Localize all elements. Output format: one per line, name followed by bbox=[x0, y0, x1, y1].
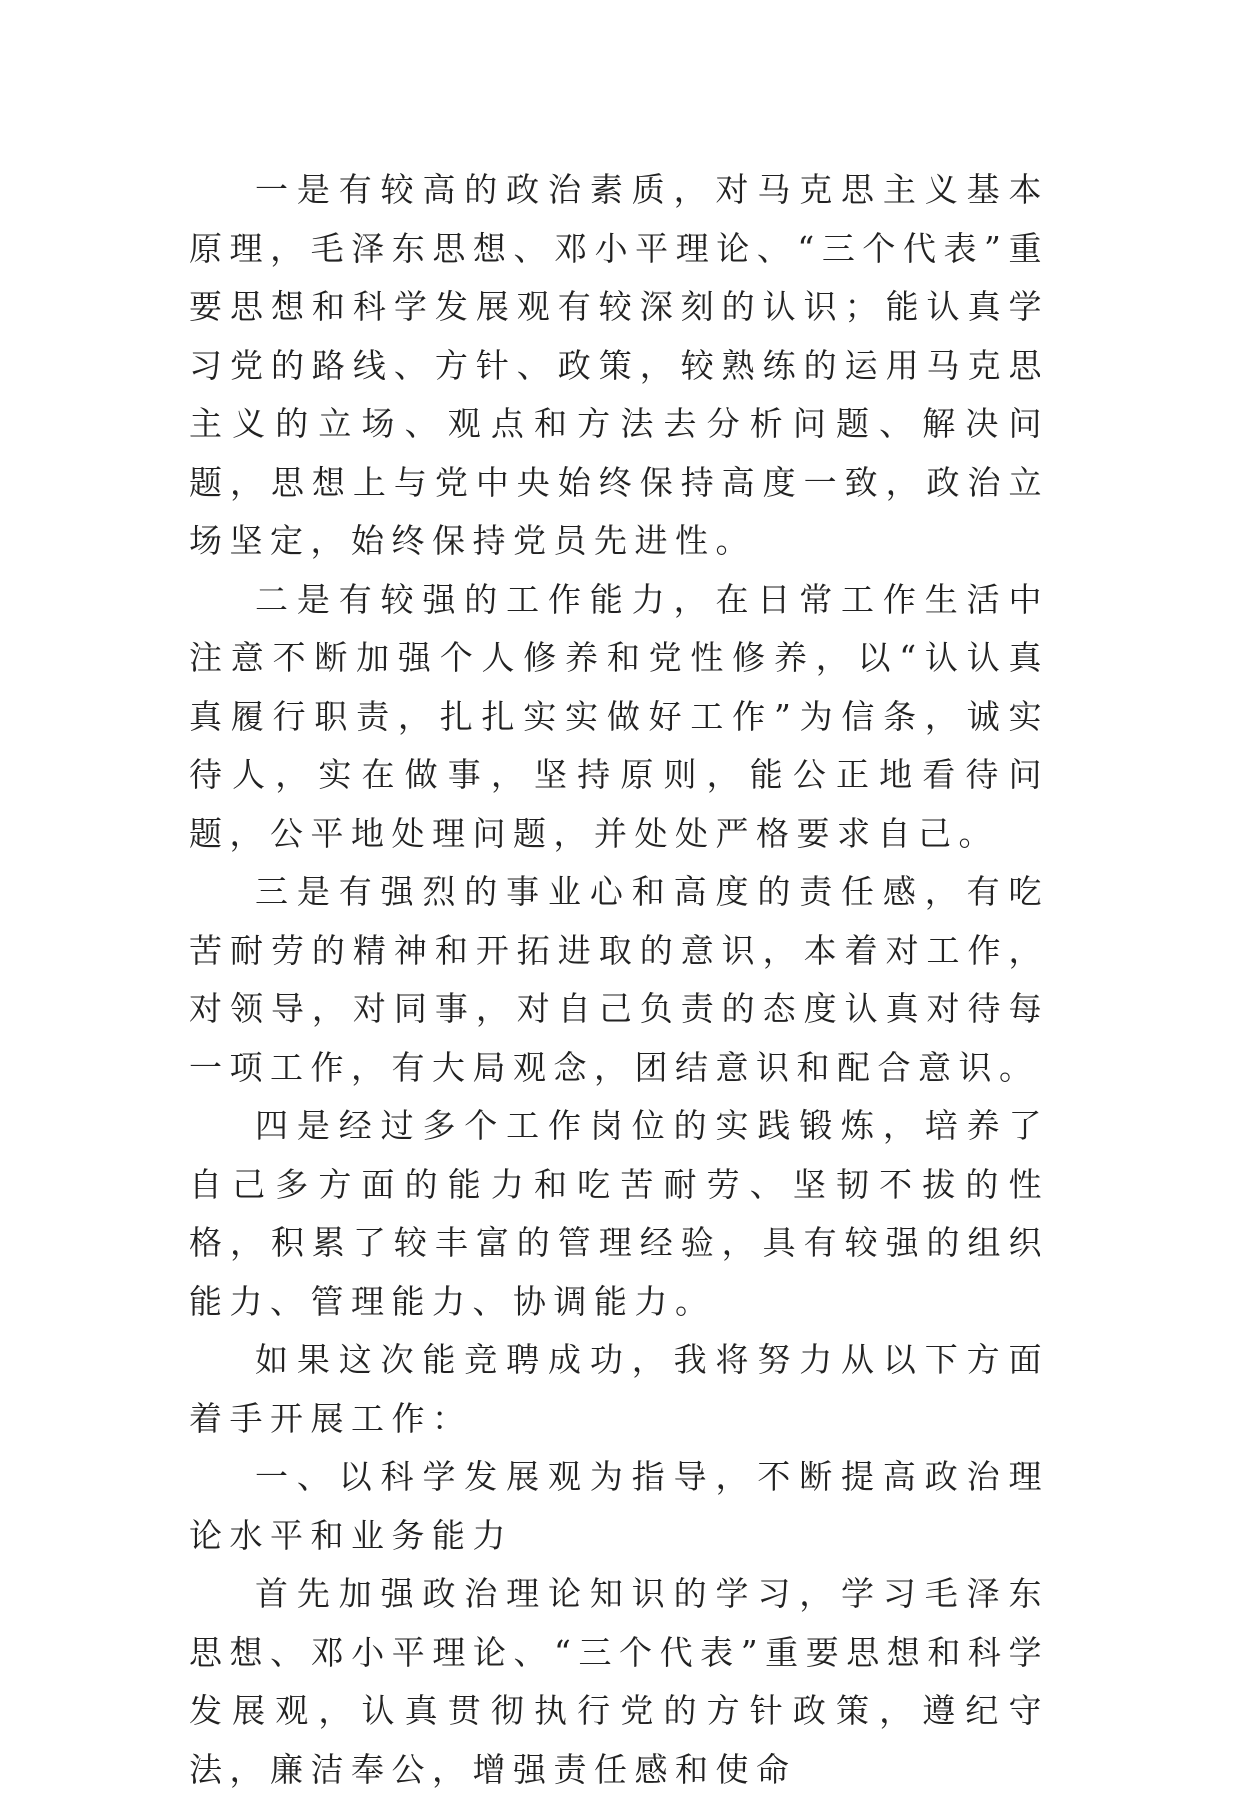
paragraph-work-plan-intro: 如果这次能竞聘成功，我将努力从以下方面着手开展工作： bbox=[189, 1340, 1049, 1438]
paragraph-political-quality: 一是有较高的政治素质，对马克思主义基本原理，毛泽东思想、邓小平理论、“三个代表”重要思想和科学发展观有较深刻的认识；能认真学习党的路线、方针、政策，较熟练的运用马克思主义的立场、观点和方法去分析问题、解决问题，思想上与党中央始终保持高度一致，政治立场坚定，始终保持党员先进性。 bbox=[189, 170, 1049, 560]
document-body bbox=[189, 161, 1049, 1799]
paragraph-responsibility: 三是有强烈的事业心和高度的责任感，有吃苦耐劳的精神和开拓进取的意识，本着对工作，对领导，对同事，对自己负责的态度认真对待每一项工作，有大局观念，团结意识和配合意识。 bbox=[189, 872, 1049, 1087]
paragraph-section-heading-1: 一、以科学发展观为指导，不断提高政治理论水平和业务能力 bbox=[189, 1457, 1049, 1555]
paragraph-work-ability: 二是有较强的工作能力，在日常工作生活中注意不断加强个人修养和党性修养，以“认认真真履行职责，扎扎实实做好工作”为信条，诚实待人，实在做事，坚持原则，能公正地看待问题，公平地处理问题，并处处严格要求自己。 bbox=[189, 579, 1049, 853]
paragraph-theory-study: 首先加强政治理论知识的学习，学习毛泽东思想、邓小平理论、“三个代表”重要思想和科学发展观，认真贯彻执行党的方针政策，遵纪守法，廉洁奉公，增强责任感和使命 bbox=[189, 1574, 1049, 1789]
paragraph-experience: 四是经过多个工作岗位的实践锻炼，培养了自己多方面的能力和吃苦耐劳、坚韧不拔的性格，积累了较丰富的管理经验，具有较强的组织能力、管理能力、协调能力。 bbox=[189, 1106, 1049, 1321]
